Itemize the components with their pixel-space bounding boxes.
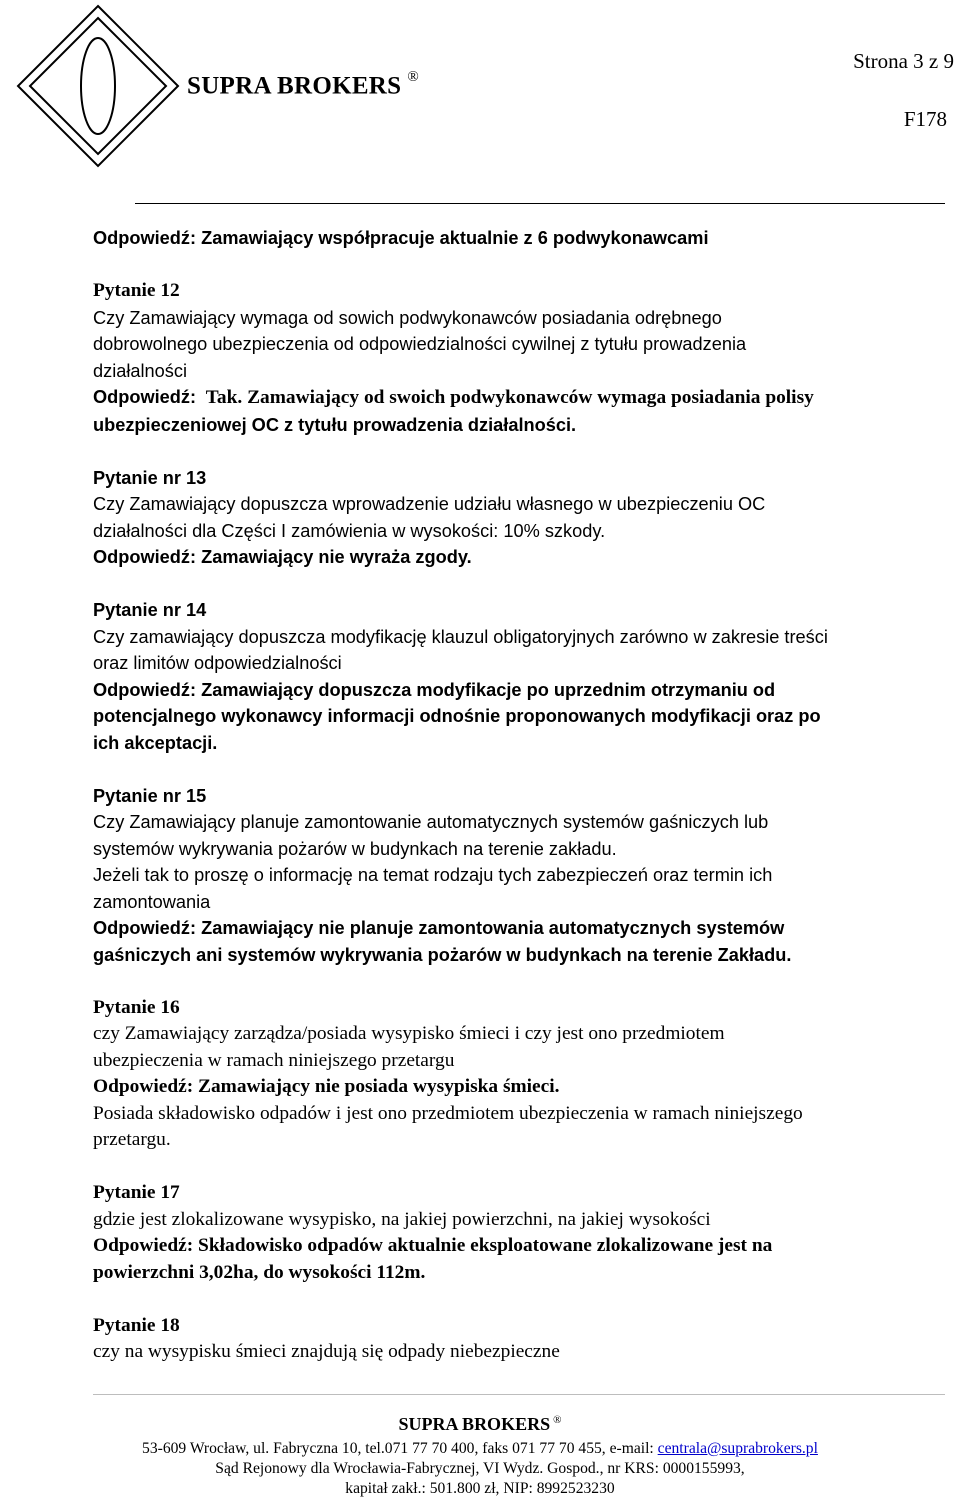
question-18-title: Pytanie 18	[93, 1314, 180, 1336]
footer-capital-info: kapitał zakł.: 501.800 zł, NIP: 8992523230	[345, 1480, 615, 1497]
header-brand: SUPRA BROKERS ®	[187, 69, 420, 100]
footer-rule	[93, 1394, 945, 1395]
answer-15-line: gaśniczych ani systemów wykrywania pożarów w budynkach na terenie Zakładu.	[93, 944, 792, 965]
question-14-line: oraz limitów odpowiedzialności	[93, 653, 342, 673]
footer-registered-mark: ®	[553, 1414, 562, 1426]
registered-mark: ®	[407, 69, 420, 85]
answer-12-line: ubezpieczeniowej OC z tytułu prowadzenia działalności.	[93, 414, 577, 435]
question-12-title: Pytanie 12	[93, 280, 180, 301]
question-16-title: Pytanie 16	[93, 996, 180, 1018]
question-15-title: Pytanie nr 15	[93, 785, 207, 806]
question-12-line: Czy Zamawiający wymaga od sowich podwykonawców posiadania odrębnego	[93, 307, 722, 328]
footer-address: 53-609 Wrocław, ul. Fabryczna 10, tel.071 77 70 400, faks 071 77 70 455, e-mail: centrala@suprabrokers.pl	[142, 1440, 818, 1457]
question-12-line: dobrowolnego ubezpieczenia od odpowiedzialności cywilnej z tytułu prowadzenia	[93, 334, 747, 354]
page-number: Strona 3 z 9	[853, 49, 954, 73]
question-15-line: Czy Zamawiający planuje zamontowanie automatycznych systemów gaśniczych lub	[93, 812, 769, 832]
question-14-title: Pytanie nr 14	[93, 600, 207, 620]
answer-14-line: Odpowiedź: Zamawiający dopuszcza modyfikacje po uprzednim otrzymaniu od	[93, 679, 776, 700]
question-13-title: Pytanie nr 13	[93, 467, 207, 488]
footer-brand: SUPRA BROKERS ®	[398, 1414, 562, 1434]
answer-17-line: powierzchni 3,02ha, do wysokości 112m.	[93, 1261, 426, 1283]
answer-12-text: Tak. Zamawiający od swoich podwykonawców wymaga posiadania polisy	[205, 387, 814, 408]
form-code: F178	[903, 107, 947, 131]
question-13-line: Czy Zamawiający dopuszcza wprowadzenie udziału własnego w ubezpieczeniu OC	[93, 494, 766, 514]
answer-14-line: ich akceptacji.	[93, 732, 218, 753]
footer-email-link[interactable]: centrala@suprabrokers.pl	[657, 1440, 818, 1457]
document-body	[93, 225, 953, 1366]
answer-16-extra-line: Posiada składowisko odpadów i jest ono przedmiotem ubezpieczenia w ramach niniejszego	[93, 1102, 803, 1124]
question-15-line: systemów wykrywania pożarów w budynkach na terenie zakładu.	[93, 838, 617, 859]
supra-brokers-logo	[14, 2, 182, 170]
answer-14-line: potencjalnego wykonawcy informacji odnośnie proponowanych modyfikacji oraz po	[93, 706, 821, 726]
question-13-line: działalności dla Części I zamówienia w wysokości: 10% szkody.	[93, 520, 606, 541]
question-16-line: czy Zamawiający zarządza/posiada wysypisko śmieci i czy jest ono przedmiotem	[93, 1023, 725, 1044]
answer-13: Odpowiedź: Zamawiający nie wyraża zgody.	[93, 547, 472, 567]
question-17-line: gdzie jest zlokalizowane wysypisko, na jakiej powierzchni, na jakiej wysokości	[93, 1208, 711, 1230]
header-rule	[135, 203, 945, 204]
question-18-line: czy na wysypisku śmieci znajdują się odpady niebezpieczne	[93, 1341, 560, 1362]
answer-12-label: Odpowiedź:	[93, 387, 197, 407]
answer-12-line	[93, 384, 953, 412]
question-14-line: Czy zamawiający dopuszcza modyfikację klauzul obligatoryjnych zarówno w zakresie treści	[93, 626, 828, 647]
answer-16: Odpowiedź: Zamawiający nie posiada wysypiska śmieci.	[93, 1076, 560, 1097]
question-12-line: działalności	[93, 360, 188, 381]
question-15-line: Jeżeli tak to proszę o informację na temat rodzaju tych zabezpieczeń oraz termin ich	[93, 865, 773, 885]
footer-court-info: Sąd Rejonowy dla Wrocławia-Fabrycznej, VI Wydz. Gospod., nr KRS: 0000155993,	[215, 1460, 745, 1477]
question-15-line: zamontowania	[93, 891, 211, 912]
question-17-title: Pytanie 17	[93, 1182, 180, 1203]
answer-11: Odpowiedź: Zamawiający współpracuje aktualnie z 6 podwykonawcami	[93, 228, 709, 248]
answer-16-extra-line: przetargu.	[93, 1129, 171, 1150]
question-16-line: ubezpieczenia w ramach niniejszego przetargu	[93, 1049, 455, 1071]
answer-15-line: Odpowiedź: Zamawiający nie planuje zamontowania automatycznych systemów	[93, 918, 785, 938]
answer-17-line: Odpowiedź: Składowisko odpadów aktualnie eksploatowane zlokalizowane jest na	[93, 1235, 773, 1256]
